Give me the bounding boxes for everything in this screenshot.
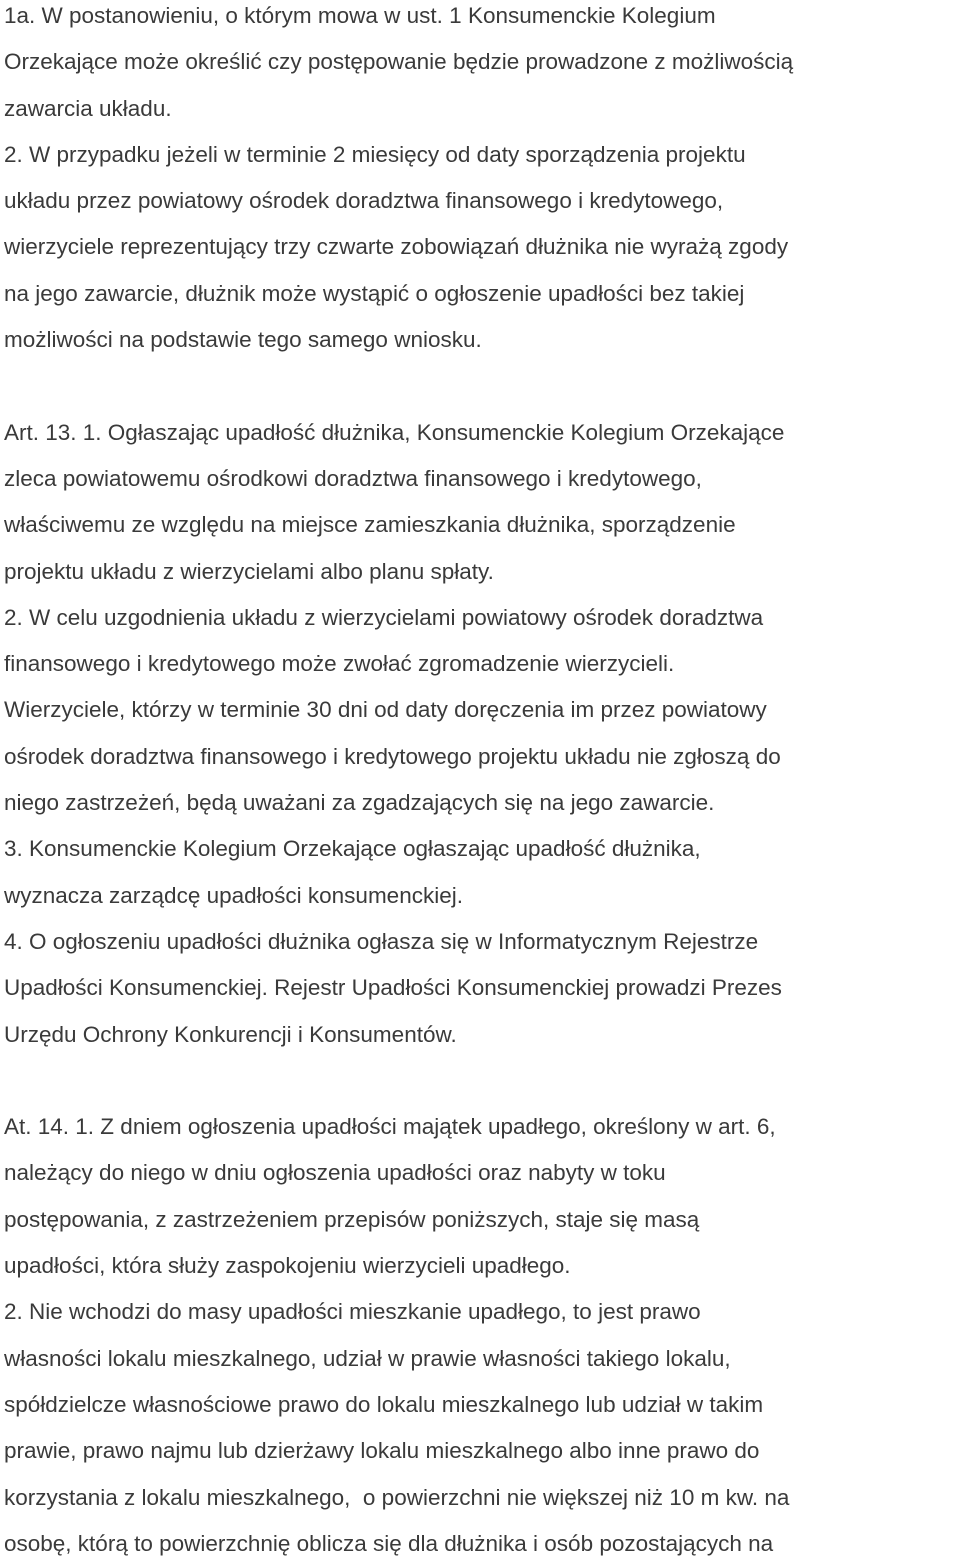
text-line: 1a. W postanowieniu, o którym mowa w ust. 1 Konsumenckie Kolegium <box>4 3 716 28</box>
text-line: zawarcia układu. <box>4 95 172 121</box>
text-line: prawie, prawo najmu lub dzierżawy lokalu mieszkalnego albo inne prawo do <box>4 1438 760 1464</box>
text-line: układu przez powiatowy ośrodek doradztwa finansowego i kredytowego, <box>4 188 724 214</box>
text-line: Orzekające może określić czy postępowanie będzie prowadzone z możliwością <box>4 49 794 75</box>
text-line: niego zastrzeżeń, będą uważani za zgadzających się na jego zawarcie. <box>4 790 715 816</box>
text-line: korzystania z lokalu mieszkalnego, o powierzchni nie większej niż 10 m kw. na <box>4 1484 790 1510</box>
text-line: Wierzyciele, którzy w terminie 30 dni od daty doręczenia im przez powiatowy <box>4 697 767 723</box>
text-line: wyznacza zarządcę upadłości konsumenckiej. <box>4 882 463 908</box>
text-line: zleca powiatowemu ośrodkowi doradztwa finansowego i kredytowego, <box>4 465 702 491</box>
text-line: 4. O ogłoszeniu upadłości dłużnika ogłasza się w Informatycznym Rejestrze <box>4 928 759 954</box>
text-line: 2. Nie wchodzi do masy upadłości mieszkanie upadłego, to jest prawo <box>4 1299 701 1325</box>
text-line: Urzędu Ochrony Konkurencji i Konsumentów. <box>4 1021 457 1047</box>
text-line: ośrodek doradztwa finansowego i kredytowego projektu układu nie zgłoszą do <box>4 743 781 769</box>
text-line: 2. W celu uzgodnienia układu z wierzycielami powiatowy ośrodek doradztwa <box>4 604 764 630</box>
text-line: własności lokalu mieszkalnego, udział w prawie własności takiego lokalu, <box>4 1345 731 1371</box>
text-line: właściwemu ze względu na miejsce zamieszkania dłużnika, sporządzenie <box>4 512 736 538</box>
paragraph-gap <box>4 1058 956 1104</box>
text-line: wierzyciele reprezentujący trzy czwarte zobowiązań dłużnika nie wyrażą zgody <box>4 234 789 260</box>
text-line: 3. Konsumenckie Kolegium Orzekające ogłaszając upadłość dłużnika, <box>4 836 701 862</box>
text-line: osobę, którą to powierzchnię oblicza się dla dłużnika i osób pozostających na <box>4 1530 774 1556</box>
paragraph-gap <box>4 363 956 409</box>
document-body <box>4 0 956 1567</box>
text-line: projektu układu z wierzycielami albo planu spłaty. <box>4 558 494 584</box>
text-line: Upadłości Konsumenckiej. Rejestr Upadłości Konsumenckiej prowadzi Prezes <box>4 975 782 1001</box>
article-13-heading-line: Art. 13. 1. Ogłaszając upadłość dłużnika, Konsumenckie Kolegium Orzekające <box>4 419 785 445</box>
text-line: należący do niego w dniu ogłoszenia upadłości oraz nabyty w toku <box>4 1160 666 1186</box>
text-line: postępowania, z zastrzeżeniem przepisów poniższych, staje się masą <box>4 1206 700 1232</box>
text-line: finansowego i kredytowego może zwołać zgromadzenie wierzycieli. <box>4 651 675 677</box>
text-line: upadłości, która służy zaspokojeniu wierzycieli upadłego. <box>4 1253 571 1279</box>
article-14-heading-line: At. 14. 1. Z dniem ogłoszenia upadłości majątek upadłego, określony w art. 6, <box>4 1114 776 1140</box>
text-line: na jego zawarcie, dłużnik może wystąpić o ogłoszenie upadłości bez takiej <box>4 280 745 306</box>
text-line: spółdzielcze własnościowe prawo do lokalu mieszkalnego lub udział w takim <box>4 1391 764 1417</box>
text-line: możliwości na podstawie tego samego wniosku. <box>4 327 482 353</box>
text-line: 2. W przypadku jeżeli w terminie 2 miesięcy od daty sporządzenia projektu <box>4 141 746 167</box>
